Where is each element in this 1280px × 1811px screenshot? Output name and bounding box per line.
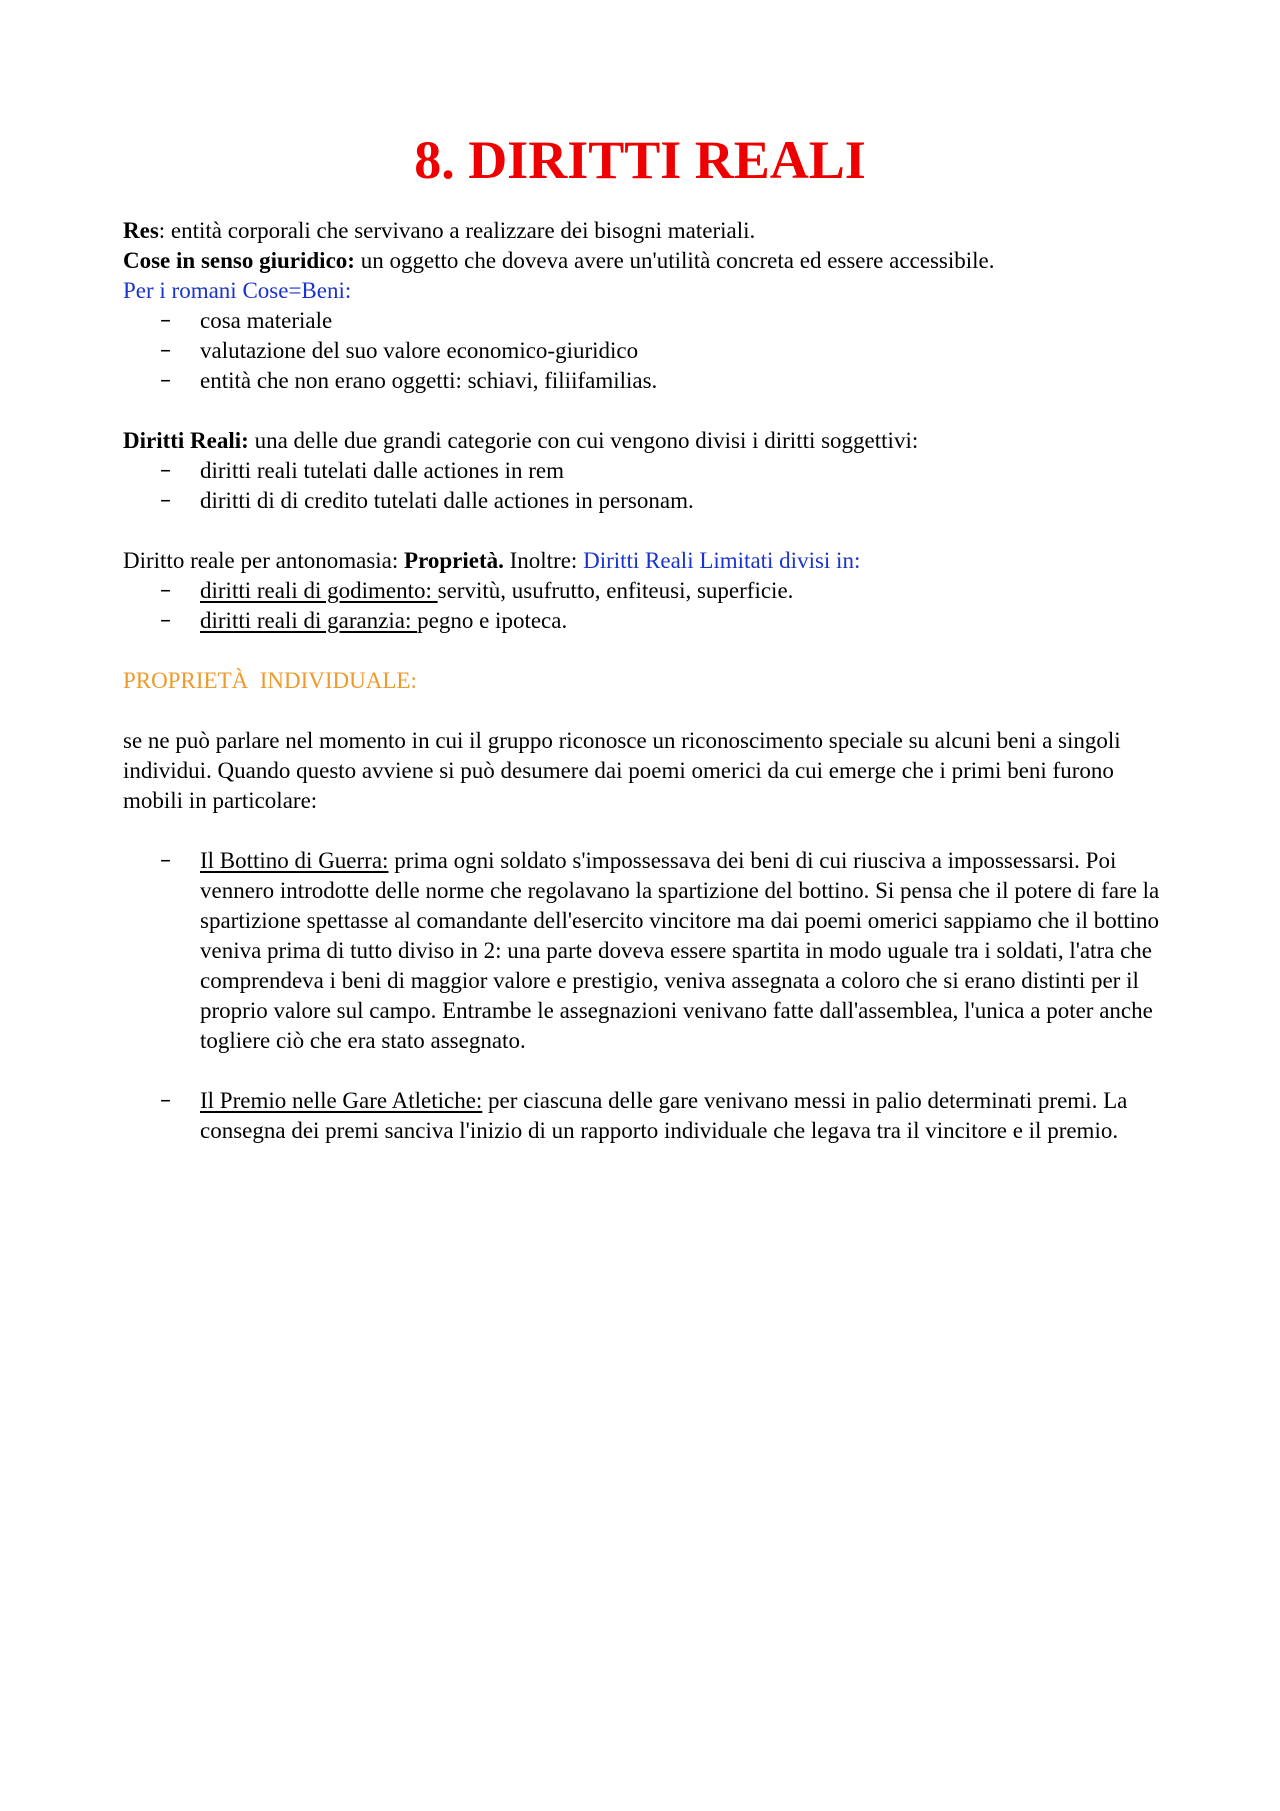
list-item: – diritti reali tutelati dalle actiones in rem [123,456,1173,486]
diritti-limitati-list [123,576,1173,636]
list-item: – diritti reali di godimento: servitù, usufrutto, enfiteusi, superficie. [123,576,1173,606]
spacer [123,1056,1173,1086]
dash-bullet-icon: – [160,338,171,363]
spacer [123,696,1173,726]
page-title: 8. DIRITTI REALI [414,130,866,190]
proprieta-term: Proprietà. [404,548,504,573]
document-body [123,216,1173,1146]
beni-list [123,846,1173,1056]
romani-heading: Per i romani Cose=Beni: [123,278,352,303]
section-heading: PROPRIETÀ INDIVIDUALE: [123,668,417,693]
list-item: – diritti di di credito tutelati dalle actiones in personam. [123,486,1173,516]
item-label: diritti reali di garanzia: [200,608,418,633]
spacer [123,816,1173,846]
item-label: Il Premio nelle Gare Atletiche: [200,1088,483,1113]
res-definition [123,216,1173,246]
spacer [123,396,1173,426]
dash-bullet-icon: – [160,488,171,513]
dash-bullet-icon: – [160,608,171,633]
list-item: – entità che non erano oggetti: schiavi, filiifamilias. [123,366,1173,396]
list-item: – Il Bottino di Guerra: prima ogni soldato s'impossessava dei beni di cui riusciva a impossessarsi. Poi vennero introdotte delle norme che regolavano la spartizione del bottino. Si pensa che il potere di fare la spartizione spettasse al comandante dell'esercito vincitore ma dai poemi omerici sappiamo che il bottino veniva prima di tutto diviso in 2: una parte doveva essere spartita in modo uguale tra i soldati, l'atra che comprendeva i beni di maggior valore e prestigio, veniva assegnata a coloro che si erano distinti per il proprio valore sul campo. Entrambe le assegnazioni venivano fatte dall'assemblea, l'unica a poter anche togliere ciò che era stato assegnato. [160,848,1160,1053]
beni-list-2 [123,1086,1173,1146]
res-term: Res [123,218,159,243]
dash-bullet-icon: – [160,578,171,603]
list-item: – Il Premio nelle Gare Atletiche: per ciascuna delle gare venivano messi in palio determinati premi. La consegna dei premi sanciva l'inizio di un rapporto individuale che legava tra il vincitore e il premio. [160,1088,1128,1143]
antonomasia-line: Diritto reale per antonomasia: Proprietà. Inoltre: Diritti Reali Limitati divisi in: [123,548,861,573]
diritti-limitati-label: Diritti Reali Limitati divisi in: [583,548,861,573]
dash-bullet-icon: – [160,368,171,393]
diritti-reali-definition [123,426,1173,456]
cose-definition [123,246,1173,276]
diritti-reali-list [123,456,1173,516]
list-item: – diritti reali di garanzia: pegno e ipoteca. [123,606,1173,636]
res-text: : entità corporali che servivano a realizzare dei bisogni materiali. [158,218,756,243]
item-label: Il Bottino di Guerra: [200,848,389,873]
intro-paragraph: se ne può parlare nel momento in cui il gruppo riconosce un riconoscimento speciale su alcuni beni a singoli individui. Quando questo avviene si può desumere dai poemi omerici da cui emerge che i primi beni furono mobili in particolare: [123,728,1121,813]
spacer [123,516,1173,546]
cose-text: un oggetto che doveva avere un'utilità concreta ed essere accessibile. [354,248,995,273]
dash-bullet-icon: – [160,1088,171,1113]
dash-bullet-icon: – [160,848,171,873]
diritti-reali-text: una delle due grandi categorie con cui vengono divisi i diritti soggettivi: [248,428,919,453]
romani-list [123,306,1173,396]
dash-bullet-icon: – [160,458,171,483]
cose-term: Cose in senso giuridico: [123,248,355,273]
list-item: – valutazione del suo valore economico-giuridico [123,336,1173,366]
spacer [123,636,1173,666]
dash-bullet-icon: – [160,308,171,333]
item-label: diritti reali di godimento: [200,578,438,603]
diritti-reali-term: Diritti Reali: [123,428,249,453]
list-item: – cosa materiale [123,306,1173,336]
